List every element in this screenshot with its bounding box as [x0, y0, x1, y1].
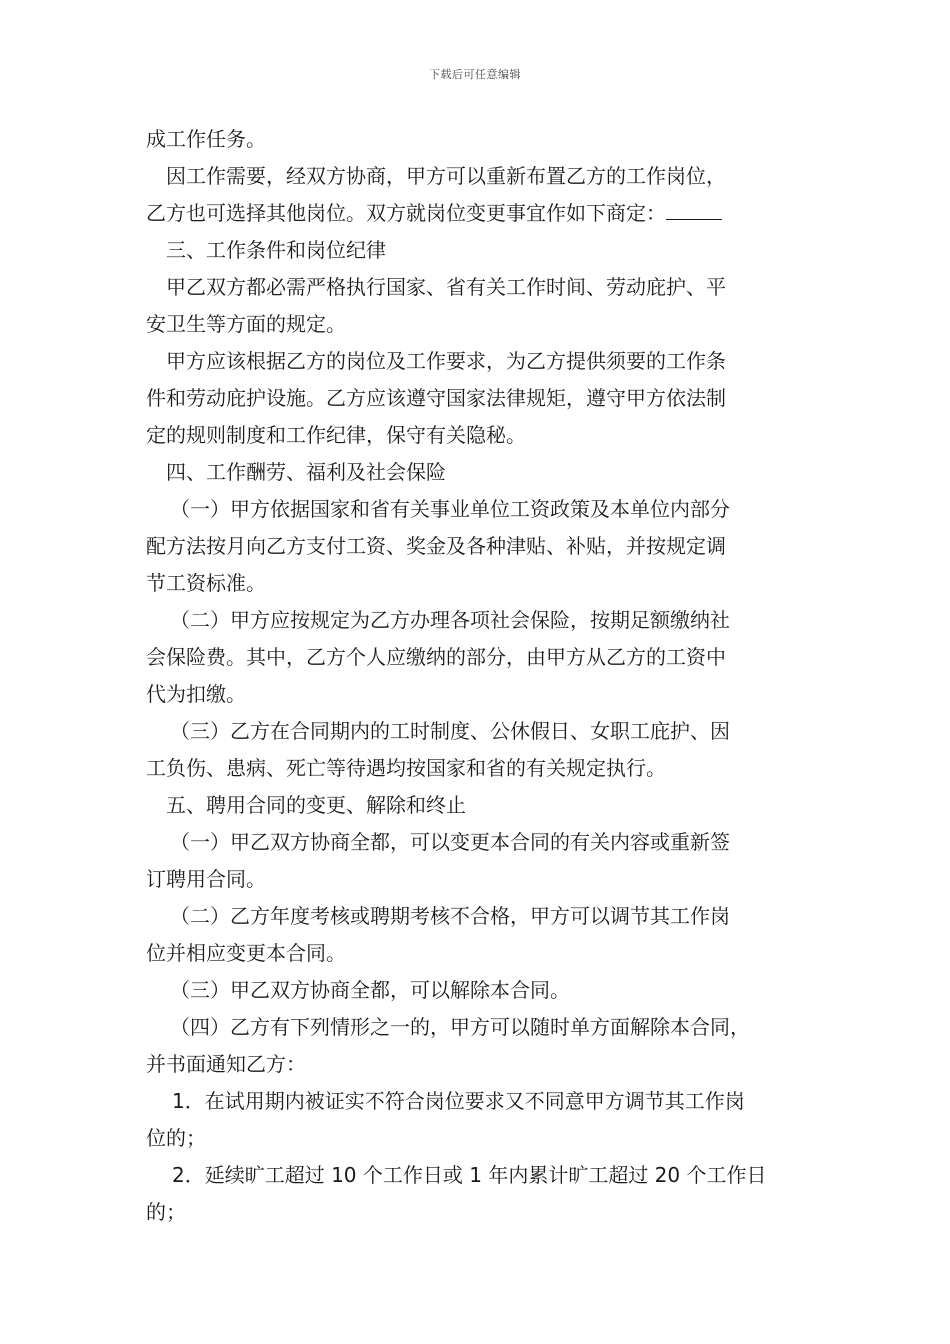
- paragraph-line: （二）乙方年度考核或聘期考核不合格，甲方可以调节其工作岗: [170, 904, 730, 928]
- list-item: 2．延续旷工超过 10 个工作日或 1 年内累计旷工超过 20 个工作日: [172, 1163, 767, 1187]
- paragraph-line: 因工作需要，经双方协商，甲方可以重新布置乙方的工作岗位，: [166, 164, 726, 188]
- paragraph-line: （二）甲方应按规定为乙方办理各项社会保险，按期足额缴纳社: [170, 608, 730, 632]
- paragraph-line: 会保险费。其中，乙方个人应缴纳的部分，由甲方从乙方的工资中: [146, 645, 726, 669]
- paragraph-line: 代为扣缴。: [146, 682, 246, 706]
- paragraph-line: 位并相应变更本合同。: [146, 941, 346, 965]
- paragraph-line: 订聘用合同。: [146, 867, 266, 891]
- paragraph-line: 配方法按月向乙方支付工资、奖金及各种津贴、补贴，并按规定调: [146, 534, 726, 558]
- paragraph-line: 成工作任务。: [146, 127, 266, 151]
- paragraph-line: 节工资标准。: [146, 571, 266, 595]
- paragraph-line: 的；: [146, 1200, 186, 1224]
- paragraph-line: 甲方应该根据乙方的岗位及工作要求，为乙方提供须要的工作条: [166, 349, 726, 373]
- page-header: 下载后可任意编辑: [429, 68, 521, 81]
- paragraph-text: 乙方也可选择其他岗位。双方就岗位变更事宜作如下商定：: [146, 201, 666, 225]
- paragraph-line: 工负伤、患病、死亡等待遇均按国家和省的有关规定执行。: [146, 756, 666, 780]
- paragraph-line: 位的；: [146, 1126, 206, 1150]
- section-heading: 五、聘用合同的变更、解除和终止: [166, 793, 466, 817]
- section-heading: 四、工作酬劳、福利及社会保险: [166, 460, 446, 484]
- list-item: 1．在试用期内被证实不符合岗位要求又不同意甲方调节其工作岗: [172, 1089, 745, 1113]
- paragraph-line: 并书面通知乙方：: [146, 1052, 306, 1076]
- paragraph-line: 件和劳动庇护设施。乙方应该遵守国家法律规矩，遵守甲方依法制: [146, 386, 726, 410]
- paragraph-line: 甲乙双方都必需严格执行国家、省有关工作时间、劳动庇护、平: [166, 275, 726, 299]
- paragraph-line: 定的规则制度和工作纪律，保守有关隐秘。: [146, 423, 526, 447]
- document-body: [146, 121, 810, 1231]
- fill-in-blank: [666, 197, 722, 220]
- paragraph-line: （一）甲乙双方协商全都，可以变更本合同的有关内容或重新签: [170, 830, 730, 854]
- paragraph-line: （三）乙方在合同期内的工时制度、公休假日、女职工庇护、因: [170, 719, 730, 743]
- paragraph-line: （一）甲方依据国家和省有关事业单位工资政策及本单位内部分: [170, 497, 730, 521]
- section-heading: 三、工作条件和岗位纪律: [166, 238, 386, 262]
- paragraph-line: （三）甲乙双方协商全都，可以解除本合同。: [170, 978, 570, 1002]
- paragraph-line: 安卫生等方面的规定。: [146, 312, 346, 336]
- paragraph-line: [146, 195, 810, 232]
- paragraph-line: （四）乙方有下列情形之一的，甲方可以随时单方面解除本合同，: [170, 1015, 750, 1039]
